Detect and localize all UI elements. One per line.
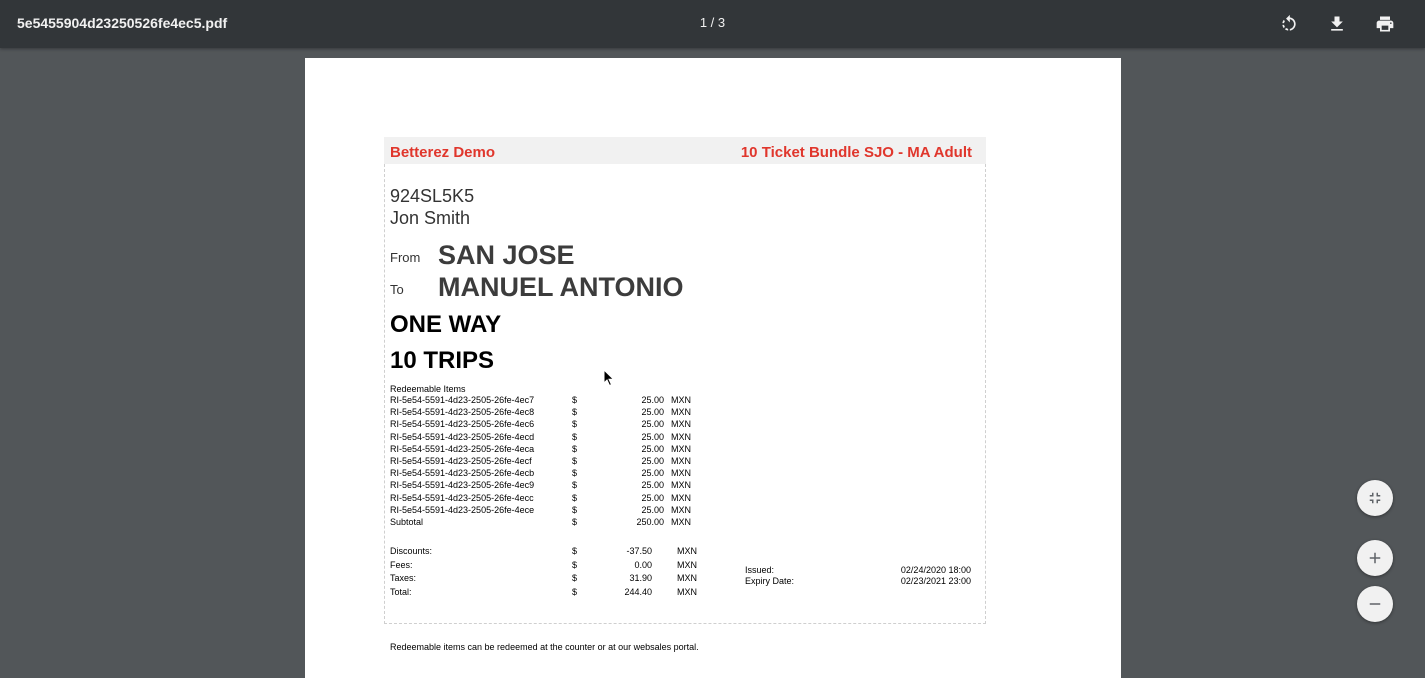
- page-indicator[interactable]: 1 / 3: [699, 15, 726, 30]
- fit-to-page-button[interactable]: [1357, 480, 1393, 516]
- pdf-page: Betterez Demo 10 Ticket Bundle SJO - MA Adult 924SL5K5 Jon Smith From SAN JOSE To MANUEL ANTONIO ONE WAY 10 TRIPS Redeemable Items RI-5e54-5591-4d23-2505-26fe-4ec7 $ 25.00 MXN RI-5e54-5591-4d23-2505-26fe-4ec8 $ 25.00 MXN RI-5e54-5591-4d23-2505-26fe-4ec6 $ 25.00 MXN RI-5e54-5591-4d23-2505-26fe-4ecd $ 25.00 MXN RI-5e54-5591-4d23-2505-26fe-4eca $ 25.00 MXN RI-5e54-5591-4d23-2505-26fe-4ecf $ 25.00 MXN RI-5e54-5591-4d23-2505-26fe-4ecb $ 25.00 MXN RI-5e54-5591-4d23-2505-26fe-4ec9 $ 25.00 MXN RI-5e54-5591-4d23-2505-26fe-4ecc $ 25.00 MXN RI-5e54-5591-4d23-2505-26fe-4ece $ 25.00 MXN Subtotal $ 250.00 MXN Discounts: $ -37.50 MXN Fees: $ 0.00 MXN Taxes: $ 31.90 MXN Total: $ 244.40 MXN Issued: 02/24/2020 18:00 Expiry Date: 02/23/2021 23:00 Redeemable items can be redeemed at the counter or at our websales portal.: [305, 58, 1121, 678]
- trip-count: 10 TRIPS: [390, 347, 495, 374]
- rotate-button[interactable]: [1277, 12, 1301, 36]
- ticket-code: 924SL5K5: [390, 186, 475, 206]
- document-title: 5e5455904d23250526fe4ec5.pdf: [17, 15, 228, 31]
- print-button[interactable]: [1373, 12, 1397, 36]
- rotate-icon: [1279, 14, 1299, 34]
- download-button[interactable]: [1325, 12, 1349, 36]
- from-label: From: [390, 250, 421, 265]
- expiry-value: 02/23/2021 23:00: [900, 575, 971, 586]
- product-name: 10 Ticket Bundle SJO - MA Adult: [740, 144, 972, 161]
- zoom-in-button[interactable]: [1357, 540, 1393, 576]
- issued-row: [745, 565, 971, 576]
- issued-value: 02/24/2020 18:00: [900, 565, 971, 575]
- zoom-out-button[interactable]: [1357, 586, 1393, 622]
- print-icon: [1375, 14, 1395, 34]
- mouse-pointer-icon: [603, 369, 615, 387]
- pdf-toolbar: [0, 0, 1425, 48]
- issued-label: Issued:: [745, 565, 775, 575]
- zoom-out-icon: [1366, 595, 1384, 613]
- from-city: SAN JOSE: [438, 240, 575, 270]
- company-name: Betterez Demo: [390, 144, 496, 161]
- expiry-row: [745, 576, 971, 587]
- fit-to-page-icon: [1366, 489, 1384, 507]
- trip-type: ONE WAY: [390, 311, 502, 338]
- items-header: Redeemable Items: [390, 384, 466, 394]
- to-city: MANUEL ANTONIO: [438, 272, 684, 302]
- dates-block: [745, 565, 971, 586]
- expiry-label: Expiry Date:: [745, 575, 795, 586]
- download-icon: [1327, 14, 1347, 34]
- footnote: Redeemable items can be redeemed at the counter or at our websales portal.: [390, 642, 699, 652]
- passenger-name: Jon Smith: [390, 208, 471, 228]
- ticket-header: [384, 137, 986, 164]
- to-label: To: [390, 282, 404, 297]
- zoom-in-icon: [1366, 549, 1384, 567]
